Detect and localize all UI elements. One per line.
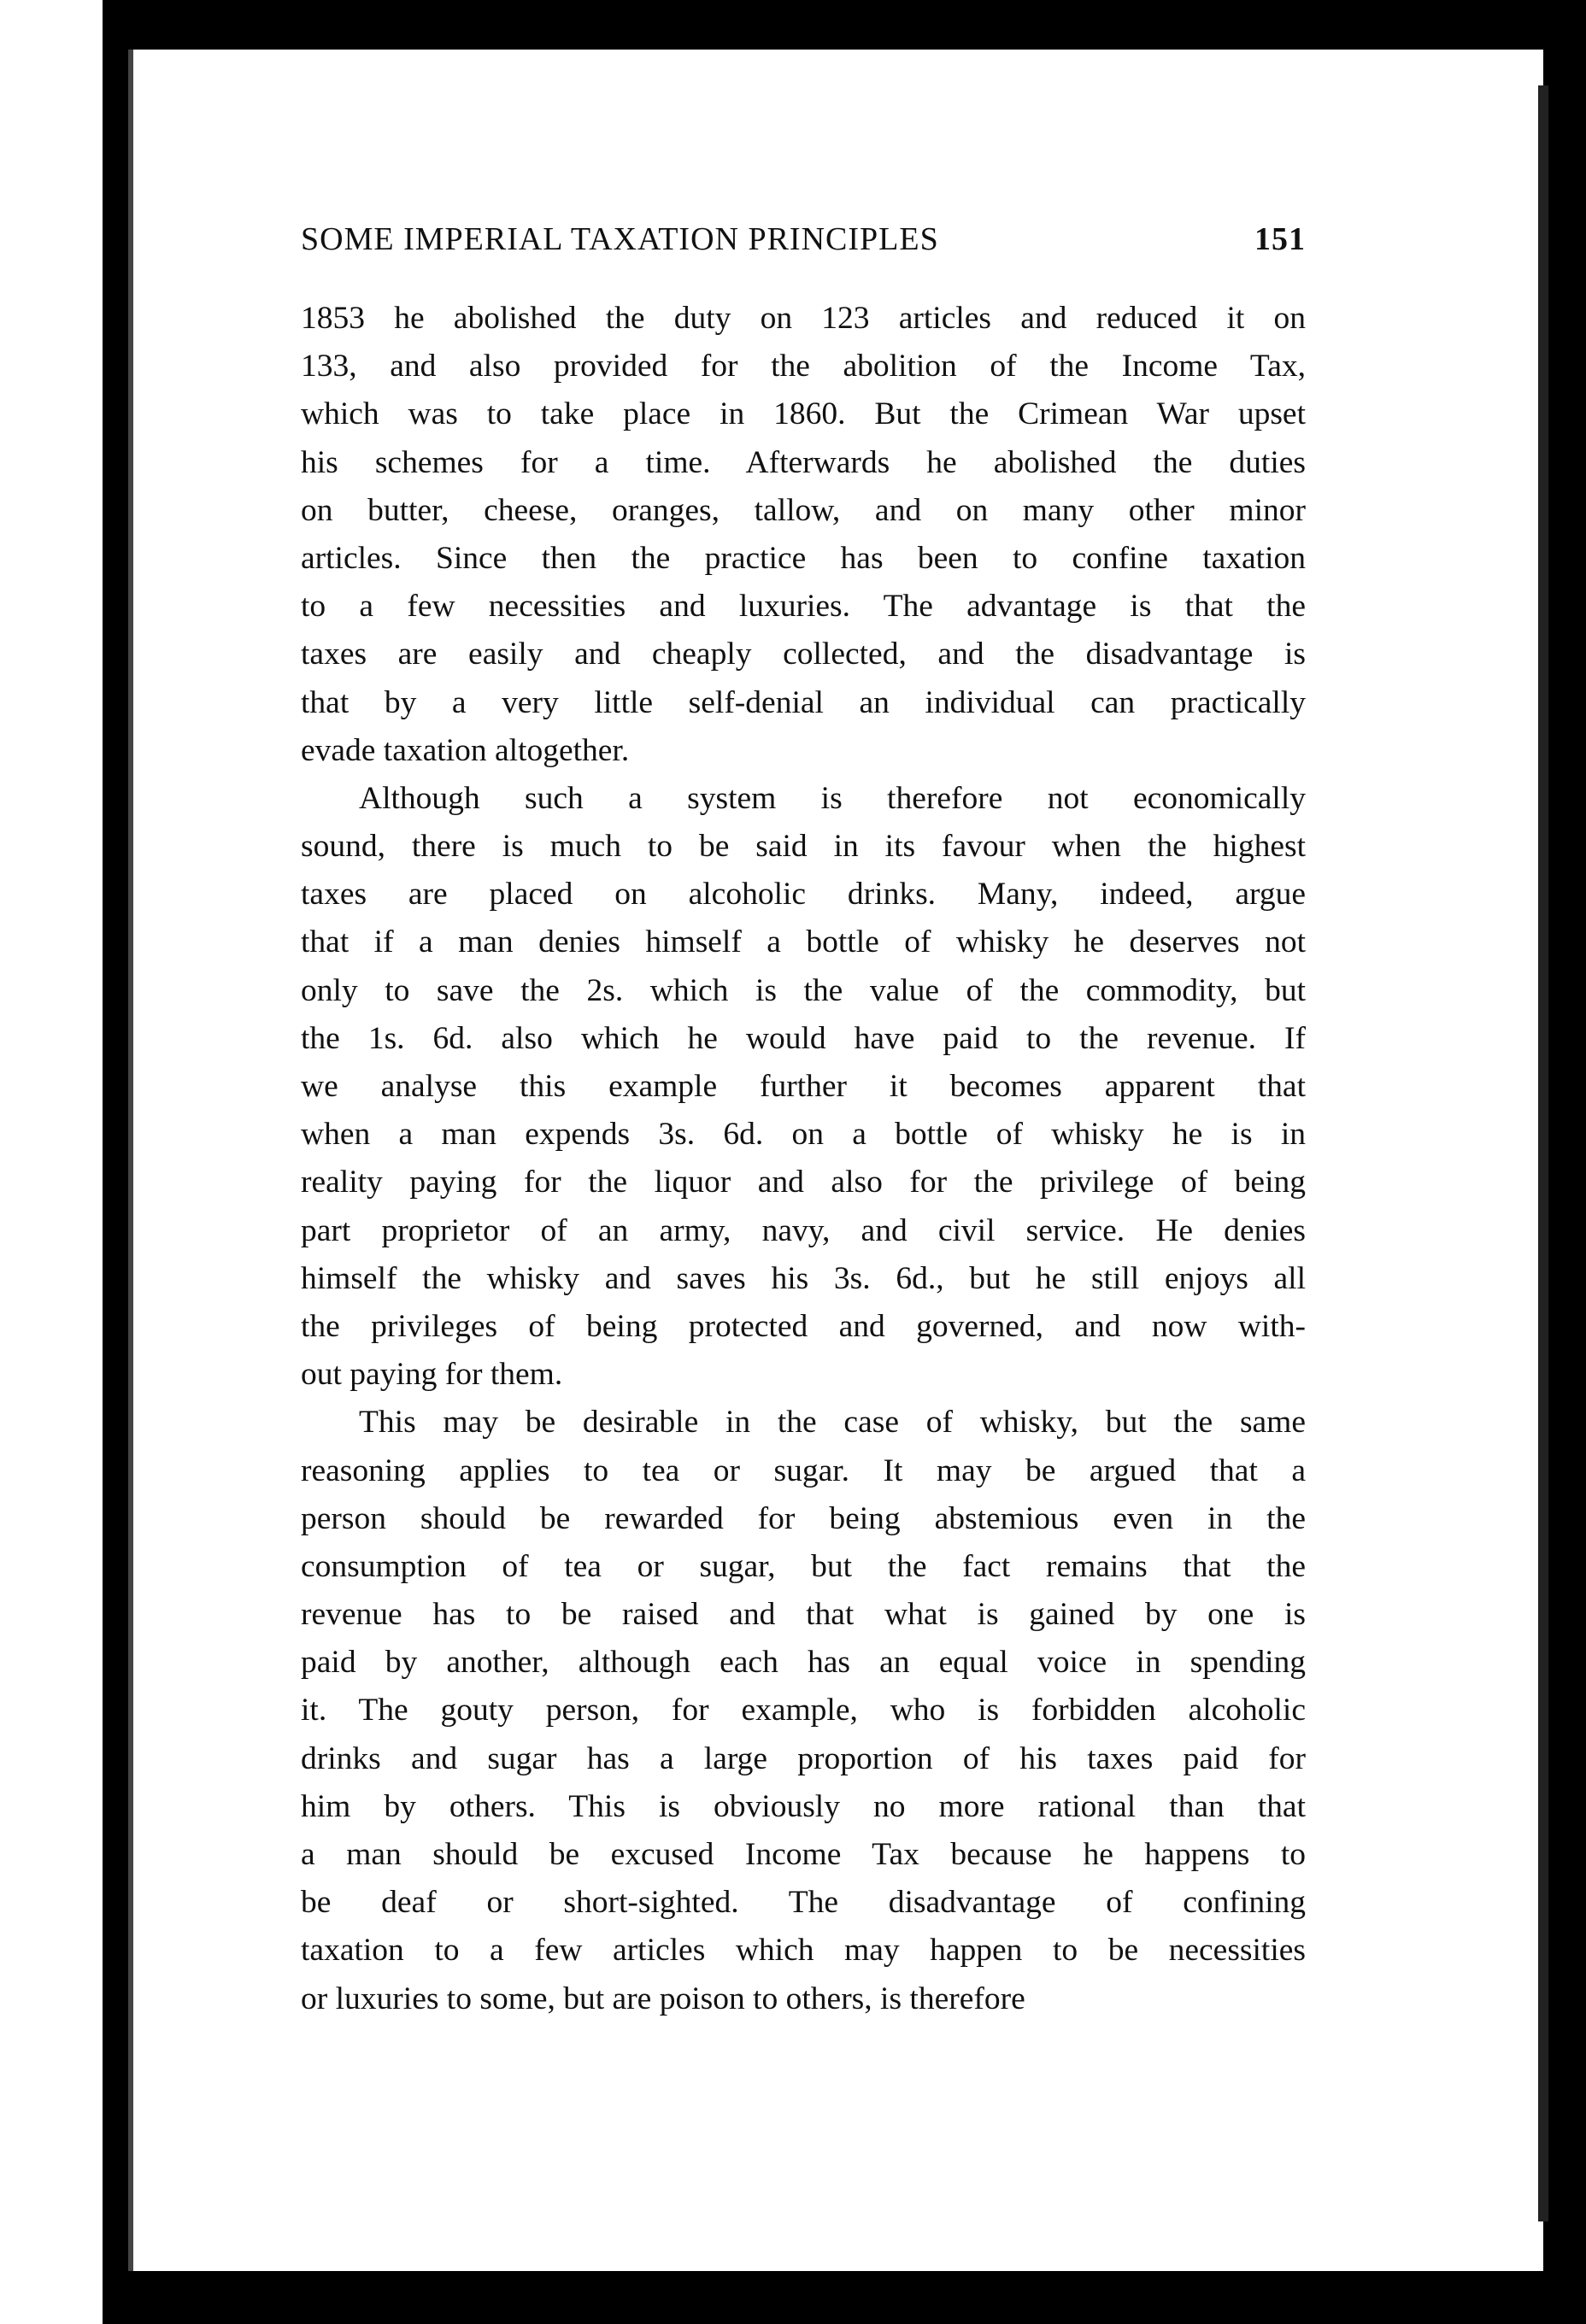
text-line: his schemes for a time. Afterwards he abolished the duties	[301, 444, 1306, 480]
page-binding-edge	[128, 50, 133, 2271]
text-line: reality paying for the liquor and also for the privilege of being	[301, 1165, 1306, 1200]
text-line: part proprietor of an army, navy, and civil service. He denies	[301, 1212, 1306, 1248]
running-header	[301, 220, 1306, 272]
body-text	[301, 295, 1306, 2023]
text-line: on butter, cheese, oranges, tallow, and on many other minor	[301, 492, 1306, 528]
text-line: a man should be excused Income Tax because he happens to	[301, 1837, 1306, 1872]
text-line: taxation to a few articles which may happen to be necessities	[301, 1933, 1306, 1969]
text-line: consumption of tea or sugar, but the fact remains that the	[301, 1548, 1306, 1584]
paragraph	[301, 775, 1306, 1399]
text-line: that if a man denies himself a bottle of whisky he deserves not	[301, 924, 1306, 960]
text-line: evade taxation altogether.	[301, 732, 630, 768]
text-line: Although such a system is therefore not economically	[359, 780, 1306, 816]
text-line: or luxuries to some, but are poison to others, is therefore	[301, 1981, 1025, 2016]
text-line: himself the whisky and saves his 3s. 6d., but he still enjoys all	[301, 1260, 1306, 1296]
text-line: taxes are placed on alcoholic drinks. Many, indeed, argue	[301, 877, 1306, 913]
text-line: the 1s. 6d. also which he would have paid to the revenue. If	[301, 1020, 1306, 1056]
text-line: This may be desirable in the case of whisky, but the same	[359, 1405, 1306, 1441]
text-line: the privileges of being protected and governed, and now with-	[301, 1308, 1306, 1344]
text-line: 1853 he abolished the duty on 123 articles and reduced it on	[301, 301, 1306, 336]
text-line: articles. Since then the practice has been to confine taxation	[301, 540, 1306, 576]
text-line: out paying for them.	[301, 1357, 563, 1393]
text-line: drinks and sugar has a large proportion of his taxes paid for	[301, 1740, 1306, 1776]
text-line: that by a very little self-denial an individual can practically	[301, 684, 1306, 720]
text-line: taxes are easily and cheaply collected, and the disadvantage is	[301, 637, 1306, 672]
page-number: 151	[1254, 221, 1306, 257]
text-line: revenue has to be raised and that what is gained by one is	[301, 1597, 1306, 1633]
text-line: we analyse this example further it becomes apparent that	[301, 1069, 1306, 1104]
text-line: reasoning applies to tea or sugar. It may be argued that a	[301, 1452, 1306, 1488]
text-line: it. The gouty person, for example, who is forbidden alcoholic	[301, 1693, 1306, 1728]
text-line: to a few necessities and luxuries. The advantage is that the	[301, 589, 1306, 625]
paragraph	[301, 295, 1306, 775]
text-line: person should be rewarded for being abstemious even in the	[301, 1500, 1306, 1536]
text-line: when a man expends 3s. 6d. on a bottle of whisky he is in	[301, 1117, 1306, 1153]
text-line: him by others. This is obviously no more rational than that	[301, 1788, 1306, 1824]
text-line: sound, there is much to be said in its favour when the highest	[301, 829, 1306, 865]
text-line: paid by another, although each has an equal voice in spending	[301, 1645, 1306, 1681]
text-line: 133, and also provided for the abolition of the Income Tax,	[301, 349, 1306, 384]
running-title: SOME IMPERIAL TAXATION PRINCIPLES	[301, 221, 939, 257]
text-line: which was to take place in 1860. But the Crimean War upset	[301, 396, 1306, 432]
page-right-shadow	[1538, 85, 1548, 2221]
text-line: be deaf or short-sighted. The disadvantage of confining	[301, 1885, 1306, 1921]
adjacent-page-sliver	[0, 0, 103, 2324]
text-line: only to save the 2s. which is the value of the commodity, but	[301, 972, 1306, 1008]
paragraph	[301, 1399, 1306, 2022]
